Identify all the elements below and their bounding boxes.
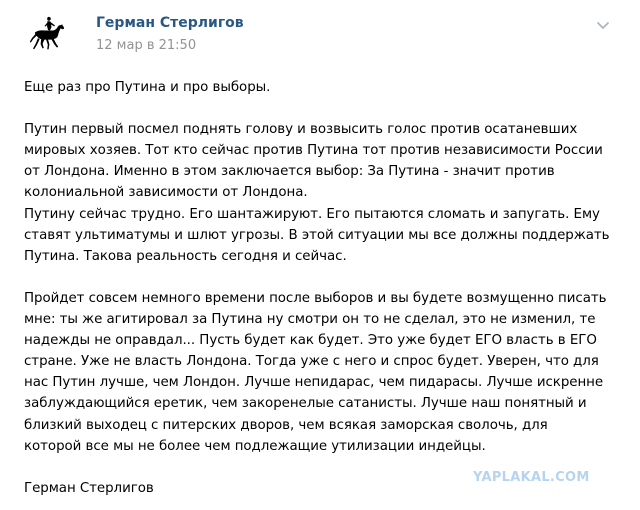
- text-line: ставят ультиматумы и шлют угрозы. В этой ситуации мы все должны поддержать: [24, 227, 610, 243]
- text-line: Путину сейчас трудно. Его шантажируют. Его пытаются сломать и запугать. Ему: [24, 206, 600, 222]
- post-text: [24, 77, 624, 499]
- text-line: Еще раз про Путина и про выборы.: [24, 80, 271, 95]
- post-date[interactable]: 12 мар в 21:50: [96, 38, 197, 53]
- text-line: колониальной зависимости от Лондона.: [24, 185, 308, 201]
- text-line: Герман Стерлигов: [24, 480, 154, 496]
- author-name-link[interactable]: Герман Стерлигов: [96, 15, 244, 31]
- post-paragraph: [24, 77, 624, 98]
- text-line: заблуждающийся еретик, чем закоренелые сатанисты. Лучше наш понятный и: [24, 396, 587, 412]
- text-line: Путина. Такова реальность сегодня и сейчас.: [24, 248, 347, 264]
- text-line: Пройдет совсем немного времени после выборов и вы будете возмущенно писать: [24, 290, 607, 306]
- text-line: мне: ты же агитировал за Путина ну смотри он то не сделал, это не изменил, те: [24, 312, 596, 328]
- text-line: которой все мы не более чем подлежащие утилизации индейцы.: [24, 438, 486, 454]
- post-paragraph: [24, 119, 624, 267]
- chevron-down-icon[interactable]: [593, 15, 613, 35]
- avatar[interactable]: [24, 13, 74, 63]
- post-paragraph: [24, 288, 624, 457]
- text-line: нас Путин лучше, чем Лондон. Лучше непидарас, чем пидарасы. Лучше искренне: [24, 375, 604, 391]
- text-line: Путин первый посмел поднять голову и возвысить голос против осатаневших: [24, 122, 578, 138]
- text-line: стране. Уже не власть Лондона. Тогда уже с него и спрос будет. Уверен, что для: [24, 354, 599, 370]
- text-line: от Лондона. Именно в этом заключается выбор: За Путина - значит против: [24, 164, 555, 180]
- text-line: близкий выходец с питерских дворов, чем всякая заморская сволочь, для: [24, 417, 548, 433]
- horse-rider-icon: [24, 13, 74, 63]
- watermark-logo: YAPLAKAL.COM: [473, 470, 590, 485]
- text-line: надежды не оправдал... Пусть будет как будет. Это уже будет ЕГО власть в ЕГО: [24, 333, 597, 349]
- text-line: мировых хозяев. Тот кто сейчас против Путина тот против независимости России: [24, 143, 603, 159]
